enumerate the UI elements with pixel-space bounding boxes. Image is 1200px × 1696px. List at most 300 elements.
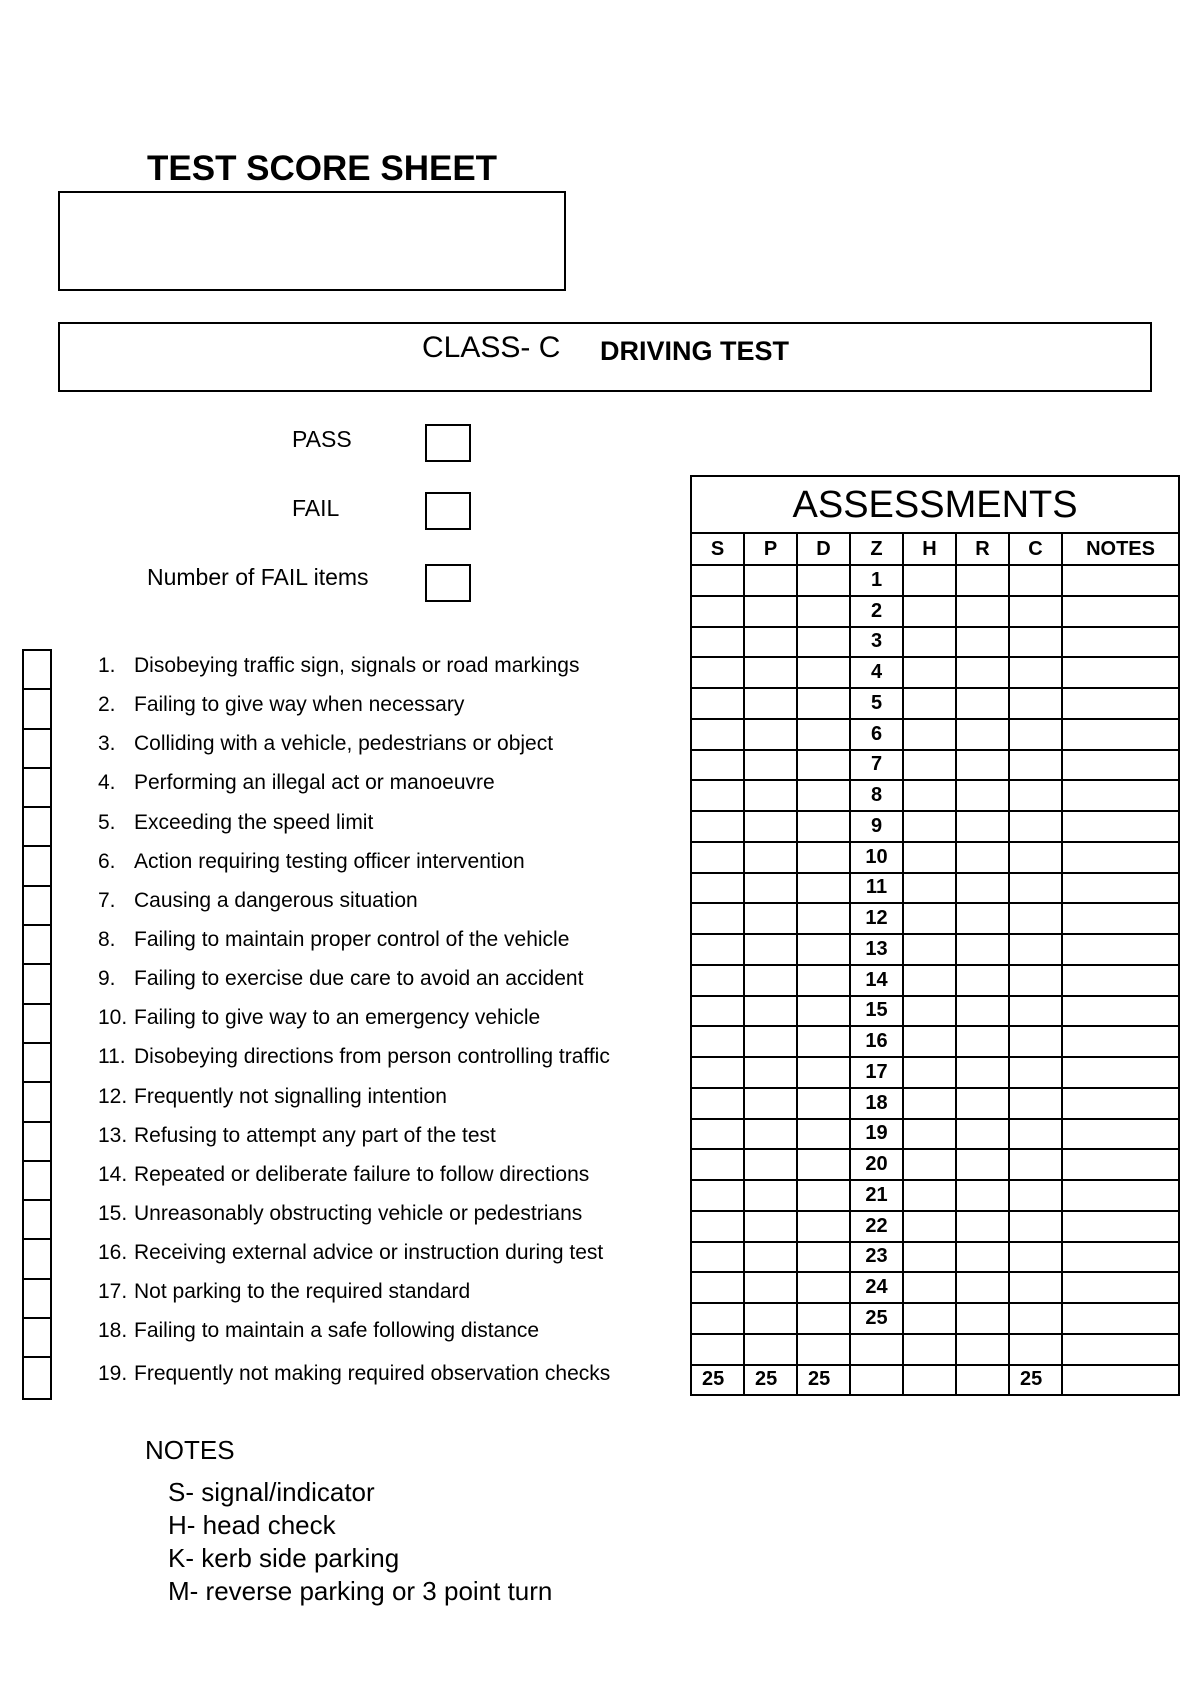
assess-cell[interactable] — [744, 1088, 797, 1119]
assess-cell[interactable] — [1009, 565, 1062, 596]
assess-cell[interactable] — [1009, 596, 1062, 627]
fail-item-checkbox[interactable] — [24, 926, 50, 965]
assess-row-number: 2 — [850, 596, 903, 627]
assess-cell[interactable] — [1062, 750, 1179, 781]
assess-row-number: 11 — [850, 873, 903, 904]
assess-cell[interactable] — [1062, 688, 1179, 719]
assess-row — [691, 842, 1179, 873]
assess-cell[interactable] — [1009, 873, 1062, 904]
assess-row-number: 4 — [850, 657, 903, 688]
assess-cell[interactable] — [1009, 780, 1062, 811]
assess-cell[interactable] — [691, 903, 744, 934]
assess-cell[interactable] — [797, 719, 850, 750]
fail-count-label: Number of FAIL items — [147, 564, 369, 590]
assess-cell[interactable] — [744, 965, 797, 996]
class-label: CLASS- C — [422, 331, 561, 364]
assess-total-cell: 25 — [797, 1365, 850, 1396]
assess-cell[interactable] — [691, 1242, 744, 1273]
fail-item-checkbox[interactable] — [24, 1005, 50, 1044]
assess-cell[interactable] — [691, 934, 744, 965]
assess-row — [691, 873, 1179, 904]
assess-row-number: 1 — [850, 565, 903, 596]
candidate-name-box[interactable] — [58, 191, 566, 291]
assess-row — [691, 780, 1179, 811]
assess-cell[interactable] — [744, 1272, 797, 1303]
fail-item-checkbox[interactable] — [24, 847, 50, 886]
assess-row-number: 17 — [850, 1057, 903, 1088]
assess-cell[interactable] — [903, 1057, 956, 1088]
assess-cell[interactable] — [797, 1026, 850, 1057]
assess-cell[interactable] — [903, 688, 956, 719]
assess-cell[interactable] — [903, 565, 956, 596]
assess-cell[interactable] — [956, 1088, 1009, 1119]
assess-cell[interactable] — [956, 811, 1009, 842]
assess-row — [691, 1026, 1179, 1057]
fail-item-checkbox[interactable] — [24, 769, 50, 808]
assess-row — [691, 565, 1179, 596]
assessments-table — [690, 475, 1180, 1396]
fail-item: 19. Frequently not making required observation checks — [98, 1362, 611, 1385]
assess-cell[interactable] — [797, 750, 850, 781]
assess-cell[interactable] — [744, 719, 797, 750]
fail-item-checkbox[interactable] — [24, 1044, 50, 1083]
assess-cell[interactable] — [744, 903, 797, 934]
assess-row-number: 23 — [850, 1242, 903, 1273]
assess-cell[interactable] — [903, 1334, 956, 1365]
assess-cell[interactable] — [691, 688, 744, 719]
assess-cell[interactable] — [797, 873, 850, 904]
assess-total-cell: 25 — [691, 1365, 744, 1396]
assess-cell[interactable] — [797, 688, 850, 719]
assess-cell[interactable] — [1062, 1334, 1179, 1365]
assess-cell[interactable] — [744, 811, 797, 842]
assess-cell[interactable] — [797, 627, 850, 658]
assess-cell[interactable] — [744, 934, 797, 965]
assess-row — [691, 688, 1179, 719]
assess-cell[interactable] — [903, 1272, 956, 1303]
assess-cell[interactable] — [1062, 1026, 1179, 1057]
assess-cell[interactable] — [903, 657, 956, 688]
assess-cell[interactable] — [903, 596, 956, 627]
assess-cell[interactable] — [903, 750, 956, 781]
assess-cell[interactable] — [744, 657, 797, 688]
assess-total-cell — [956, 1365, 1009, 1396]
assess-cell[interactable] — [1009, 811, 1062, 842]
fail-item-checkbox[interactable] — [24, 730, 50, 769]
assess-cell[interactable] — [691, 996, 744, 1027]
assess-cell[interactable] — [691, 1149, 744, 1180]
fail-item-checkbox[interactable] — [24, 690, 50, 729]
assess-col-header: H — [903, 533, 956, 565]
assess-row-number: 3 — [850, 627, 903, 658]
assess-row — [691, 934, 1179, 965]
assess-row-number: 12 — [850, 903, 903, 934]
assess-cell[interactable] — [691, 1026, 744, 1057]
assess-cell[interactable] — [1009, 627, 1062, 658]
assess-cell[interactable] — [903, 903, 956, 934]
assess-cell[interactable] — [903, 1242, 956, 1273]
assess-cell[interactable] — [956, 750, 1009, 781]
assess-cell[interactable] — [797, 934, 850, 965]
assess-row-number: 8 — [850, 780, 903, 811]
assess-cell[interactable] — [1009, 996, 1062, 1027]
assess-row-number: 6 — [850, 719, 903, 750]
assess-cell[interactable] — [1062, 996, 1179, 1027]
assess-total-cell — [903, 1365, 956, 1396]
assess-cell[interactable] — [744, 1334, 797, 1365]
assess-row — [691, 596, 1179, 627]
assess-cell[interactable] — [1009, 688, 1062, 719]
assess-cell[interactable] — [903, 811, 956, 842]
assess-cell[interactable] — [1062, 842, 1179, 873]
fail-item-checkbox[interactable] — [24, 651, 50, 690]
assess-cell[interactable] — [956, 1303, 1009, 1334]
pass-checkbox[interactable] — [425, 424, 471, 462]
assess-cell[interactable] — [691, 842, 744, 873]
assess-cell[interactable] — [691, 780, 744, 811]
assess-cell[interactable] — [1009, 842, 1062, 873]
assess-cell[interactable] — [744, 996, 797, 1027]
assess-cell[interactable] — [956, 627, 1009, 658]
assess-cell[interactable] — [691, 750, 744, 781]
assess-cell[interactable] — [903, 1180, 956, 1211]
assess-cell[interactable] — [797, 565, 850, 596]
assess-cell[interactable] — [903, 1026, 956, 1057]
assess-row-number: 19 — [850, 1119, 903, 1150]
assess-cell[interactable] — [744, 1149, 797, 1180]
assess-cell[interactable] — [691, 1057, 744, 1088]
assess-cell[interactable] — [797, 996, 850, 1027]
assess-cell[interactable] — [797, 1149, 850, 1180]
assess-cell[interactable] — [797, 1057, 850, 1088]
fail-item-checkbox[interactable] — [24, 1280, 50, 1319]
assess-row — [691, 1180, 1179, 1211]
assess-total-cell: 25 — [1009, 1365, 1062, 1396]
assess-totals-row — [691, 1365, 1179, 1396]
assess-cell[interactable] — [691, 1119, 744, 1150]
assess-cell[interactable] — [744, 780, 797, 811]
fail-item: 18. Failing to maintain a safe following distance — [98, 1319, 540, 1342]
assess-row — [691, 1088, 1179, 1119]
assess-cell[interactable] — [1009, 903, 1062, 934]
fail-label: FAIL — [292, 495, 340, 521]
assess-cell[interactable] — [691, 1180, 744, 1211]
assess-row-number: 24 — [850, 1272, 903, 1303]
assess-row — [691, 811, 1179, 842]
assess-cell[interactable] — [903, 1119, 956, 1150]
assess-cell[interactable] — [691, 627, 744, 658]
assess-row-number: 21 — [850, 1180, 903, 1211]
assess-cell[interactable] — [744, 688, 797, 719]
assess-cell[interactable] — [956, 1026, 1009, 1057]
assess-cell[interactable] — [1062, 811, 1179, 842]
assess-cell[interactable] — [691, 965, 744, 996]
assess-cell[interactable] — [691, 565, 744, 596]
assess-cell[interactable] — [744, 750, 797, 781]
assess-col-header: P — [744, 533, 797, 565]
assess-col-header: D — [797, 533, 850, 565]
assess-cell[interactable] — [956, 903, 1009, 934]
assess-cell[interactable] — [797, 1242, 850, 1273]
assess-cell[interactable] — [1009, 1088, 1062, 1119]
assess-row — [691, 1149, 1179, 1180]
assess-cell[interactable] — [1062, 1211, 1179, 1242]
fail-item: 16. Receiving external advice or instruction during test — [98, 1241, 604, 1264]
fail-item-checkbox[interactable] — [24, 1083, 50, 1122]
fail-item: 6. Action requiring testing officer intervention — [98, 850, 525, 873]
assess-row-number — [850, 1334, 903, 1365]
assess-row — [691, 1303, 1179, 1334]
assess-row — [691, 1211, 1179, 1242]
assess-cell[interactable] — [1009, 1149, 1062, 1180]
fail-item-checkbox[interactable] — [24, 1358, 50, 1397]
notes-heading: NOTES — [145, 1435, 235, 1465]
assess-col-header: C — [1009, 533, 1062, 565]
fail-item: 17. Not parking to the required standard — [98, 1280, 471, 1303]
assess-cell[interactable] — [903, 627, 956, 658]
assess-cell[interactable] — [744, 873, 797, 904]
assess-cell[interactable] — [956, 934, 1009, 965]
fail-item: 15. Unreasonably obstructing vehicle or pedestrians — [98, 1202, 583, 1225]
assess-total-cell — [1062, 1365, 1179, 1396]
assess-cell[interactable] — [903, 842, 956, 873]
assess-cell[interactable] — [1062, 719, 1179, 750]
assess-row — [691, 1272, 1179, 1303]
assess-cell[interactable] — [903, 934, 956, 965]
assess-cell[interactable] — [1062, 1088, 1179, 1119]
assess-cell[interactable] — [903, 965, 956, 996]
assess-cell[interactable] — [797, 1272, 850, 1303]
assess-cell[interactable] — [1062, 627, 1179, 658]
assess-cell[interactable] — [1009, 750, 1062, 781]
assess-cell[interactable] — [691, 719, 744, 750]
assess-cell[interactable] — [956, 780, 1009, 811]
assess-cell[interactable] — [1062, 1303, 1179, 1334]
fail-item-checkbox[interactable] — [24, 1201, 50, 1240]
fail-item-checkbox[interactable] — [24, 1123, 50, 1162]
assess-cell[interactable] — [691, 596, 744, 627]
assess-cell[interactable] — [1062, 1242, 1179, 1273]
assess-row-number: 9 — [850, 811, 903, 842]
assess-row — [691, 1119, 1179, 1150]
assess-cell[interactable] — [691, 1088, 744, 1119]
assess-cell[interactable] — [1009, 1180, 1062, 1211]
assess-row — [691, 903, 1179, 934]
fail-item: 10. Failing to give way to an emergency vehicle — [98, 1006, 541, 1029]
note-item: H- head check — [168, 1510, 336, 1540]
assess-cell[interactable] — [956, 1057, 1009, 1088]
assess-col-header: Z — [850, 533, 903, 565]
assess-cell[interactable] — [797, 965, 850, 996]
assess-cell[interactable] — [797, 1119, 850, 1150]
assess-cell[interactable] — [1062, 780, 1179, 811]
assess-cell[interactable] — [744, 842, 797, 873]
assessments-title: ASSESSMENTS — [691, 476, 1179, 533]
assess-row — [691, 627, 1179, 658]
assess-col-header: R — [956, 533, 1009, 565]
assess-cell[interactable] — [903, 873, 956, 904]
assess-cell[interactable] — [1062, 1119, 1179, 1150]
assess-cell[interactable] — [797, 811, 850, 842]
fail-count-box[interactable] — [425, 564, 471, 602]
assess-cell[interactable] — [744, 1057, 797, 1088]
assess-row — [691, 996, 1179, 1027]
assess-row — [691, 657, 1179, 688]
assess-cell[interactable] — [1009, 1119, 1062, 1150]
assess-cell[interactable] — [1062, 657, 1179, 688]
assess-cell[interactable] — [1062, 1149, 1179, 1180]
assess-row — [691, 1242, 1179, 1273]
fail-item: 1. Disobeying traffic sign, signals or road markings — [98, 654, 580, 677]
assess-cell[interactable] — [1009, 965, 1062, 996]
assess-cell[interactable] — [903, 1088, 956, 1119]
fail-item: 2. Failing to give way when necessary — [98, 693, 465, 716]
assess-cell[interactable] — [744, 627, 797, 658]
assess-cell[interactable] — [1009, 657, 1062, 688]
assess-row-number: 22 — [850, 1211, 903, 1242]
assess-cell[interactable] — [1009, 1242, 1062, 1273]
assess-cell[interactable] — [1009, 1303, 1062, 1334]
assess-row-number: 15 — [850, 996, 903, 1027]
assess-total-cell — [850, 1365, 903, 1396]
fail-item-checkbox[interactable] — [24, 808, 50, 847]
assess-cell[interactable] — [691, 1303, 744, 1334]
assess-cell[interactable] — [956, 996, 1009, 1027]
fail-item: 9. Failing to exercise due care to avoid an accident — [98, 967, 584, 990]
assess-cell[interactable] — [1062, 965, 1179, 996]
assess-cell[interactable] — [797, 1211, 850, 1242]
assess-cell[interactable] — [744, 1026, 797, 1057]
assess-cell[interactable] — [797, 1180, 850, 1211]
note-item: S- signal/indicator — [168, 1477, 375, 1507]
assess-row-number: 16 — [850, 1026, 903, 1057]
assess-col-header: S — [691, 533, 744, 565]
assess-cell[interactable] — [1009, 1026, 1062, 1057]
assess-cell[interactable] — [956, 1272, 1009, 1303]
assess-row-number: 13 — [850, 934, 903, 965]
note-item: K- kerb side parking — [168, 1543, 400, 1573]
fail-item: 14. Repeated or deliberate failure to follow directions — [98, 1163, 590, 1186]
assess-cell[interactable] — [956, 1242, 1009, 1273]
fail-item-checkbox[interactable] — [24, 965, 50, 1004]
assess-cell[interactable] — [1009, 1057, 1062, 1088]
assess-row-number: 20 — [850, 1149, 903, 1180]
assess-cell[interactable] — [797, 1088, 850, 1119]
assess-cell[interactable] — [797, 780, 850, 811]
assess-col-header: NOTES — [1062, 533, 1179, 565]
assess-row-number: 10 — [850, 842, 903, 873]
assess-row-number: 7 — [850, 750, 903, 781]
assess-cell[interactable] — [956, 688, 1009, 719]
assess-row — [691, 965, 1179, 996]
assess-cell[interactable] — [797, 596, 850, 627]
assess-cell[interactable] — [797, 657, 850, 688]
assess-cell[interactable] — [956, 873, 1009, 904]
assess-cell[interactable] — [744, 1242, 797, 1273]
fail-item: 13. Refusing to attempt any part of the test — [98, 1124, 496, 1147]
assess-cell[interactable] — [956, 719, 1009, 750]
assess-cell[interactable] — [903, 996, 956, 1027]
assess-cell[interactable] — [1062, 1180, 1179, 1211]
assess-row-number: 25 — [850, 1303, 903, 1334]
fail-checkbox[interactable] — [425, 492, 471, 530]
fail-item-checkbox[interactable] — [24, 1162, 50, 1201]
assess-row-number: 5 — [850, 688, 903, 719]
assess-cell[interactable] — [744, 1119, 797, 1150]
assess-cell[interactable] — [956, 565, 1009, 596]
fail-item: 11. Disobeying directions from person controlling traffic — [98, 1045, 610, 1068]
assess-cell[interactable] — [797, 903, 850, 934]
assess-cell[interactable] — [956, 1149, 1009, 1180]
fail-item: 8. Failing to maintain proper control of the vehicle — [98, 928, 570, 951]
assess-cell[interactable] — [903, 780, 956, 811]
assess-cell[interactable] — [1009, 1272, 1062, 1303]
assess-cell[interactable] — [744, 565, 797, 596]
assess-cell[interactable] — [1062, 1272, 1179, 1303]
assess-cell[interactable] — [956, 596, 1009, 627]
page-title: TEST SCORE SHEET — [147, 149, 498, 188]
assess-cell[interactable] — [956, 1211, 1009, 1242]
assess-cell[interactable] — [691, 1334, 744, 1365]
fail-item-checkbox[interactable] — [24, 887, 50, 926]
assess-cell[interactable] — [691, 811, 744, 842]
assess-cell[interactable] — [903, 719, 956, 750]
assess-cell[interactable] — [1062, 596, 1179, 627]
fail-item: 5. Exceeding the speed limit — [98, 811, 374, 834]
assess-cell[interactable] — [956, 965, 1009, 996]
assess-cell[interactable] — [797, 1334, 850, 1365]
assess-row — [691, 719, 1179, 750]
assess-cell[interactable] — [797, 1303, 850, 1334]
assess-cell[interactable] — [744, 596, 797, 627]
assess-cell[interactable] — [691, 657, 744, 688]
assess-cell[interactable] — [956, 842, 1009, 873]
fail-item-checkboxes — [22, 649, 52, 1400]
assess-cell[interactable] — [956, 1334, 1009, 1365]
assess-row — [691, 1334, 1179, 1365]
assess-cell[interactable] — [1009, 719, 1062, 750]
assess-cell[interactable] — [903, 1211, 956, 1242]
assess-cell[interactable] — [1062, 1057, 1179, 1088]
assess-cell[interactable] — [1062, 565, 1179, 596]
test-type-label: DRIVING TEST — [600, 336, 790, 366]
assess-cell[interactable] — [1062, 903, 1179, 934]
fail-item: 4. Performing an illegal act or manoeuvre — [98, 771, 495, 794]
assess-row — [691, 1057, 1179, 1088]
assess-cell[interactable] — [1009, 1334, 1062, 1365]
assess-cell[interactable] — [1009, 934, 1062, 965]
assess-cell[interactable] — [797, 842, 850, 873]
assess-cell[interactable] — [903, 1303, 956, 1334]
assess-cell[interactable] — [1062, 934, 1179, 965]
assess-cell[interactable] — [744, 1303, 797, 1334]
assess-cell[interactable] — [903, 1149, 956, 1180]
fail-item-checkbox[interactable] — [24, 1240, 50, 1279]
assess-cell[interactable] — [691, 873, 744, 904]
assess-cell[interactable] — [1009, 1211, 1062, 1242]
fail-item: 7. Causing a dangerous situation — [98, 889, 418, 912]
assess-cell[interactable] — [744, 1211, 797, 1242]
pass-label: PASS — [292, 426, 352, 452]
assess-cell[interactable] — [744, 1180, 797, 1211]
assess-cell[interactable] — [956, 1119, 1009, 1150]
fail-item-checkbox[interactable] — [24, 1319, 50, 1358]
assess-cell[interactable] — [956, 1180, 1009, 1211]
assess-cell[interactable] — [691, 1272, 744, 1303]
assess-cell[interactable] — [1062, 873, 1179, 904]
assess-cell[interactable] — [956, 657, 1009, 688]
assess-cell[interactable] — [691, 1211, 744, 1242]
